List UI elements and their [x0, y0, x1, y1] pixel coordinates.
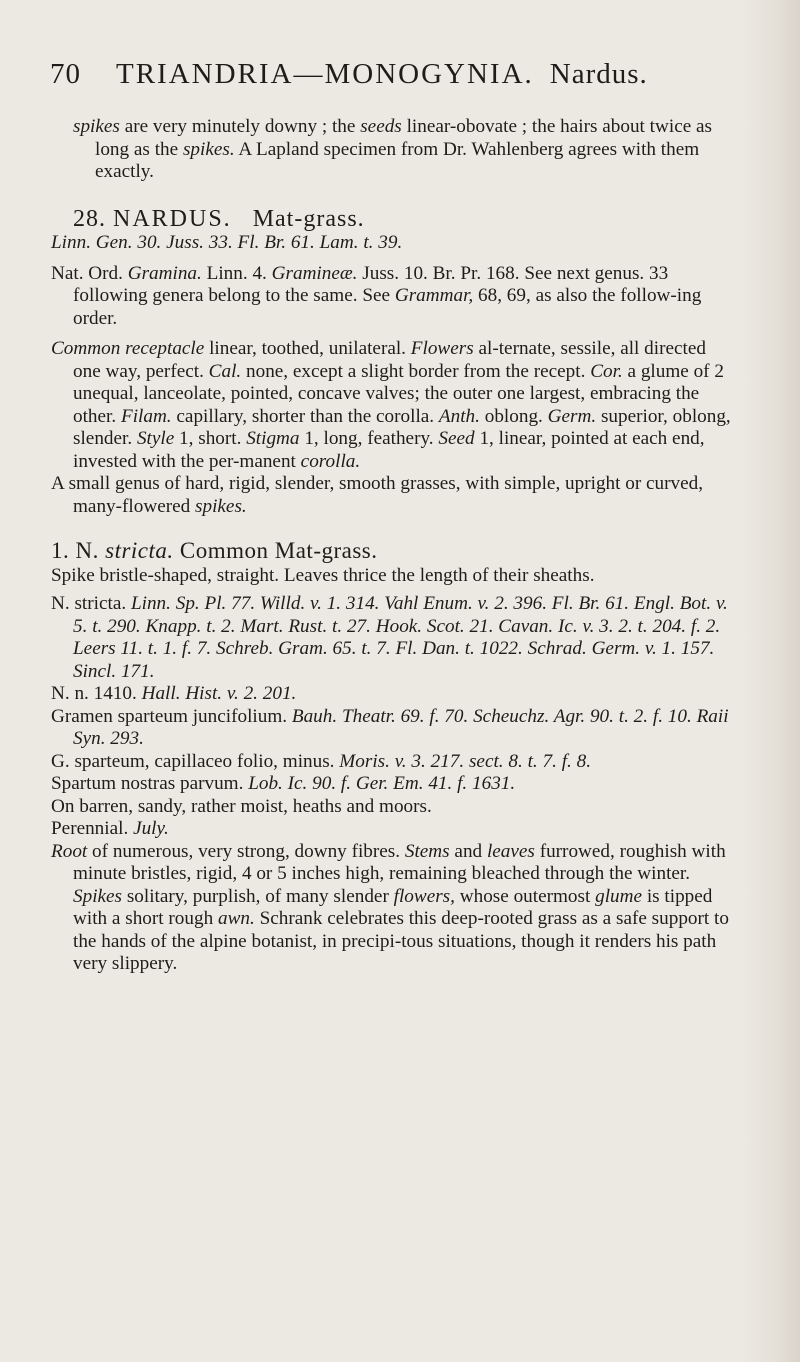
description-text: Root: [51, 840, 88, 862]
synonym-text: N. n. 1410.: [51, 683, 142, 704]
description-text: awn.: [217, 908, 255, 929]
spacer: [73, 330, 733, 338]
synonym-nn: [51, 683, 733, 706]
species-common-name: Common Mat-grass.: [173, 538, 378, 563]
spacer: [73, 518, 733, 540]
nat-ord-text: Gramineæ.: [271, 262, 358, 284]
synonym-text: Bauh. Theatr. 69. f. 70. Scheuchz. Agr. 90. t. 2. f. 10. Raii Syn. 293.: [73, 705, 729, 749]
character-text: Flowers: [410, 338, 474, 359]
description-text: glume: [595, 885, 643, 907]
synonym-text: Hall. Hist. v. 2. 201.: [141, 683, 297, 704]
genus-summary: [51, 473, 733, 518]
character-text: Germ.: [547, 405, 597, 427]
spacer: [73, 255, 733, 263]
genus-number: 28.: [73, 205, 106, 232]
description-text: leaves: [486, 840, 535, 862]
species-name: stricta.: [105, 538, 174, 563]
character-text: Seed: [438, 428, 475, 449]
genus-heading: [73, 205, 733, 232]
running-title: TRIANDRIA—MONOGYNIA.: [116, 58, 534, 90]
intro-paragraph: [73, 116, 733, 184]
character-text: superior, oblong, slender.: [73, 405, 731, 449]
page-number: 70: [50, 58, 81, 90]
character-text: corolla.: [300, 450, 361, 472]
synonym-spartum: [51, 773, 733, 796]
genus-common-name: Mat-grass.: [252, 205, 365, 232]
synonymy-paragraph: [51, 593, 733, 683]
intro-text: seeds: [360, 116, 402, 137]
description-text: and: [449, 840, 487, 862]
character-text: Filam.: [120, 405, 172, 427]
character-text: 1, long, feathery.: [299, 428, 439, 449]
character-text: 1, short.: [174, 428, 247, 449]
character-text: none, except a slight border from the recept.: [241, 360, 591, 382]
description-text: Spikes: [73, 885, 123, 907]
synonym-text: Gramen sparteum juncifolium.: [51, 705, 292, 727]
character-text: Cal.: [208, 360, 242, 382]
specific-character: Spike bristle-shaped, straight. Leaves thrice the length of their sheaths.: [51, 564, 595, 586]
description-text: furrowed, roughish with minute bristles, rigid, 4 or 5 inches high, remaining bleached through the winter.: [73, 840, 726, 884]
synonym-gramen: [51, 706, 733, 751]
nat-ord-text: Nat. Ord.: [51, 262, 128, 284]
character-text: Stigma: [246, 428, 300, 449]
habitat: On barren, sandy, rather moist, heaths and moors.: [51, 795, 432, 817]
synonymy-text: Linn. Sp. Pl. 77. Willd. v. 1. 314. Vahl Enum. v. 2. 396. Fl. Br. 61. Engl. Bot. v. 5. t. 290. Knapp. t. 2. Mart. Rust. t. 27. Hook. Scot. 21. Cavan. Ic. v. 3. 2. t. 204. f. 2. Leers 11. t. 1. f. 7. Schreb. Gram. 65. t. 7. Fl. Dan. t. 1022. Schrad. Germ. v. 1. 157. Sincl. 171.: [73, 593, 728, 682]
character-text: Anth.: [438, 405, 480, 427]
nat-ord-text: Linn. 4.: [201, 262, 272, 284]
species-number: 1. N.: [51, 538, 106, 563]
description-text: is tipped with a short rough: [73, 885, 713, 929]
intro-text: are very minutely downy ; the: [119, 116, 361, 137]
description-text: flowers,: [393, 885, 455, 907]
spacer: [73, 184, 733, 208]
species-heading: [51, 540, 733, 563]
page-body: [51, 116, 733, 976]
character-text: a glume of 2 unequal, lanceolate, pointed, concave valves; the outer one largest, embracing the other.: [73, 360, 724, 427]
nat-ord-text: Gramina.: [127, 262, 202, 284]
synonym-text: Spartum nostras parvum.: [51, 773, 249, 794]
character-text: Style: [136, 428, 175, 449]
duration-text: Perennial.: [51, 818, 134, 839]
synonym-g-sparteum: [51, 751, 733, 774]
character-text: Cor.: [590, 360, 623, 382]
intro-text: spikes: [73, 116, 120, 137]
generic-character-paragraph: [51, 338, 733, 473]
intro-text: linear-obovate ; the hairs about twice as long as the: [95, 116, 713, 160]
synonym-text: Moris. v. 3. 217. sect. 8. t. 7. f. 8.: [339, 750, 592, 772]
character-text: Common receptacle: [51, 338, 205, 359]
summary-text: spikes.: [195, 495, 247, 517]
summary-text: A small genus of hard, rigid, slender, smooth grasses, with simple, upright or curved, many-flowered: [51, 473, 704, 517]
character-text: linear, toothed, unilateral.: [204, 338, 411, 359]
genus-name: NARDUS.: [113, 205, 232, 232]
intro-text: A Lapland specimen from Dr. Wahlenberg agrees with them exactly.: [95, 138, 700, 182]
natural-order-paragraph: [51, 263, 733, 331]
running-header: [50, 58, 750, 91]
character-text: 1, linear, pointed at each end, invested with the per-manent: [73, 428, 705, 472]
synonym-text: G. sparteum, capillaceo folio, minus.: [51, 750, 340, 772]
description-text: Schrank celebrates this deep-rooted grass as a safe support to the hands of the alpine botanist, in precipi-tous situations, though it renders his path very slippery.: [73, 908, 729, 974]
nat-ord-text: Grammar,: [394, 285, 474, 306]
character-text: capillary, shorter than the corolla.: [171, 405, 439, 427]
description-text: of numerous, very strong, downy fibres.: [87, 840, 405, 862]
flowering-month: July.: [133, 818, 169, 839]
running-genus: Nardus.: [549, 58, 648, 90]
intro-text: spikes.: [182, 138, 235, 160]
description-text: solitary, purplish, of many slender: [122, 885, 394, 907]
synonym-text: Lob. Ic. 90. f. Ger. Em. 41. f. 1631.: [248, 773, 516, 794]
nat-ord-text: Juss. 10. Br. Pr. 168. See next genus. 33 following genera belong to the same. See: [73, 262, 669, 306]
nat-ord-text: 68, 69, as also the follow-ing order.: [73, 285, 702, 329]
duration: [51, 818, 733, 841]
description-paragraph: [51, 841, 733, 976]
genus-references: Linn. Gen. 30. Juss. 33. Fl. Br. 61. Lam. t. 39.: [51, 232, 403, 253]
synonymy-text: N. stricta.: [51, 593, 131, 614]
description-text: Stems: [404, 840, 450, 862]
character-text: oblong.: [479, 405, 548, 427]
character-text: al-ternate, sessile, all directed one way, perfect.: [73, 338, 706, 382]
description-text: whose outermost: [454, 885, 596, 907]
